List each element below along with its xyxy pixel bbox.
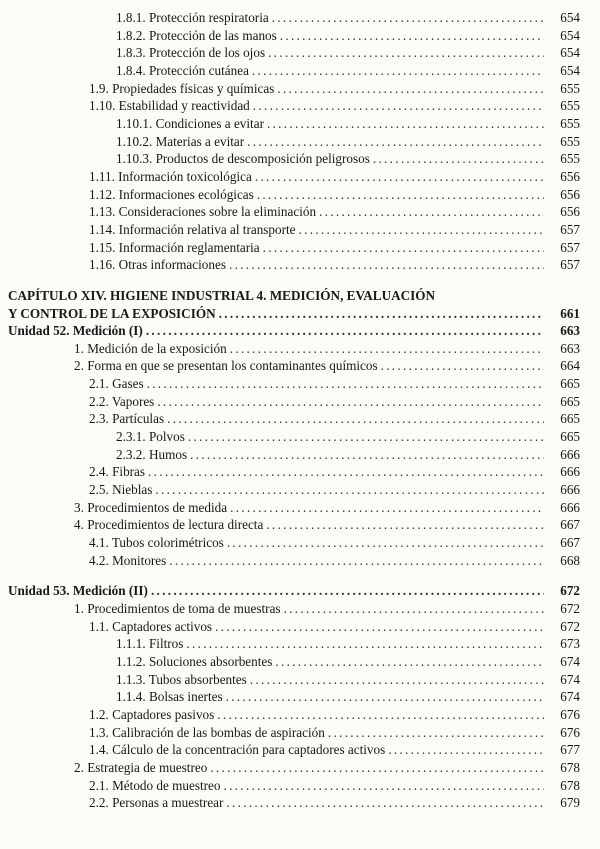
toc-list (8, 9, 580, 812)
toc-entry (8, 635, 580, 653)
dot-leader (373, 150, 544, 168)
dot-leader (272, 9, 544, 27)
toc-entry-title: 1. Medición de la exposición (74, 340, 227, 356)
toc-entry (8, 481, 580, 499)
toc-entry-title: 4.1. Tubos colorimétricos (89, 535, 224, 551)
toc-entry-page: 676 (560, 706, 580, 722)
toc-entry-title: Y CONTROL DE LA EXPOSICIÓN (8, 305, 216, 321)
dot-leader (146, 322, 544, 340)
toc-entry-title: 2. Forma en que se presentan los contaminantes químicos (74, 358, 378, 374)
toc-entry-page: 656 (560, 168, 580, 184)
toc-entry-page: 679 (560, 795, 580, 811)
toc-entry-title: 1.3. Calibración de las bombas de aspiración (89, 724, 325, 740)
dot-leader (157, 393, 544, 411)
toc-entry-title: 2.4. Fibras (89, 464, 146, 480)
toc-entry (8, 221, 580, 239)
dot-leader (219, 305, 544, 323)
toc-entry-wrap-line (8, 287, 580, 305)
dot-leader (148, 463, 544, 481)
toc-entry-title: 1.15. Información reglamentaria (89, 239, 260, 255)
toc-entry (8, 534, 580, 552)
toc-entry-page: 655 (560, 133, 580, 149)
toc-entry-title: 3. Procedimientos de medida (74, 499, 228, 515)
dot-leader (284, 600, 544, 618)
dot-leader (263, 239, 544, 257)
toc-entry (8, 653, 580, 671)
toc-entry-title: 1.16. Otras informaciones (89, 257, 226, 273)
toc-entry (8, 44, 580, 62)
toc-entry-page: 667 (560, 517, 580, 533)
toc-entry-page: 667 (560, 535, 580, 551)
toc-entry-title: 1.10.1. Condiciones a evitar (116, 115, 264, 131)
toc-entry-page: 654 (560, 10, 580, 25)
dot-leader (381, 357, 544, 375)
toc-entry-page: 656 (560, 204, 580, 220)
dot-leader (217, 706, 544, 724)
toc-entry-page: 674 (560, 653, 580, 669)
toc-entry-page: 666 (560, 464, 580, 480)
toc-entry-page: 654 (560, 27, 580, 43)
toc-entry-page: 656 (560, 186, 580, 202)
toc-entry-page: 676 (560, 724, 580, 740)
toc-entry (8, 706, 580, 724)
dot-leader (230, 499, 544, 517)
dot-leader (147, 375, 544, 393)
dot-leader (230, 340, 544, 358)
toc-entry-title: 1.9. Propiedades físicas y químicas (89, 80, 275, 96)
dot-leader (257, 186, 544, 204)
dot-leader (266, 516, 544, 534)
toc-entry (8, 186, 580, 204)
dot-leader (247, 133, 544, 151)
toc-entry-page: 666 (560, 499, 580, 515)
toc-entry-title: 1.10.3. Productos de descomposición peligrosos (116, 151, 370, 167)
toc-entry (8, 759, 580, 777)
toc-entry-title: 2.1. Método de muestreo (89, 777, 221, 793)
toc-entry-page: 655 (560, 80, 580, 96)
toc-entry (8, 516, 580, 534)
dot-leader (268, 44, 544, 62)
toc-entry (8, 357, 580, 375)
toc-entry (8, 322, 580, 340)
dot-leader (319, 203, 544, 221)
dot-leader (226, 688, 544, 706)
dot-leader (151, 582, 544, 600)
toc-entry (8, 618, 580, 636)
toc-entry (8, 168, 580, 186)
toc-entry-page: 665 (560, 376, 580, 392)
dot-leader (210, 759, 544, 777)
toc-entry (8, 446, 580, 464)
toc-entry-page: 665 (560, 393, 580, 409)
toc-entry-page: 665 (560, 411, 580, 427)
toc-entry-page: 672 (560, 583, 580, 599)
toc-entry (8, 777, 580, 795)
toc-entry-page: 663 (560, 340, 580, 356)
toc-entry-title: 1.10. Estabilidad y reactividad (89, 98, 250, 114)
toc-entry (8, 671, 580, 689)
toc-entry-title: 1.1.1. Filtros (116, 636, 184, 652)
dot-leader (167, 410, 544, 428)
toc-entry (8, 552, 580, 570)
toc-entry (8, 115, 580, 133)
toc-entry (8, 688, 580, 706)
toc-entry (8, 582, 580, 600)
toc-entry-title: CAPÍTULO XIV. HIGIENE INDUSTRIAL 4. MEDICIÓN, EVALUACIÓN (8, 287, 436, 303)
toc-entry-title: 2. Estrategia de muestreo (74, 759, 208, 775)
toc-entry (8, 133, 580, 151)
toc-entry-page: 657 (560, 221, 580, 237)
toc-entry (8, 410, 580, 428)
dot-leader (155, 481, 544, 499)
dot-leader (215, 618, 544, 636)
dot-leader (299, 221, 544, 239)
toc-entry-title: 1.14. Información relativa al transporte (89, 221, 296, 237)
toc-entry-title: 1. Procedimientos de toma de muestras (74, 601, 281, 616)
toc-entry (8, 27, 580, 45)
toc-entry-title: 2.3.1. Polvos (116, 429, 185, 445)
toc-entry-title: 1.1.4. Bolsas inertes (116, 689, 223, 705)
toc-entry-title: 4. Procedimientos de lectura directa (74, 517, 264, 533)
dot-leader (227, 534, 544, 552)
toc-entry-title: 2.3.2. Humos (116, 446, 188, 462)
toc-entry-title: 1.13. Consideraciones sobre la eliminación (89, 204, 317, 220)
toc-entry (8, 428, 580, 446)
toc-entry-page: 664 (560, 358, 580, 374)
dot-leader (252, 62, 544, 80)
toc-entry-page: 678 (560, 759, 580, 775)
toc-entry-title: 1.10.2. Materias a evitar (116, 133, 245, 149)
toc-entry-title: 1.8.4. Protección cutánea (116, 62, 249, 78)
toc-entry (8, 203, 580, 221)
dot-leader (328, 724, 544, 742)
toc-entry (8, 239, 580, 257)
toc-entry-page: 668 (560, 552, 580, 568)
toc-entry-page: 674 (560, 671, 580, 687)
dot-leader (267, 115, 544, 133)
dot-leader (169, 552, 544, 570)
toc-entry (8, 375, 580, 393)
dot-leader (277, 80, 544, 98)
toc-entry-title: 1.12. Informaciones ecológicas (89, 186, 254, 202)
toc-entry (8, 305, 580, 323)
toc-entry (8, 256, 580, 274)
toc-entry (8, 150, 580, 168)
toc-entry-title: 2.3. Partículas (89, 411, 165, 427)
dot-leader (388, 741, 544, 759)
toc-entry-page: 666 (560, 482, 580, 498)
toc-entry-page: 657 (560, 257, 580, 273)
toc-entry (8, 499, 580, 517)
dot-leader (226, 794, 544, 812)
dot-leader (186, 635, 544, 653)
toc-entry-title: 2.1. Gases (89, 376, 144, 392)
toc-entry-title: 1.11. Información toxicológica (89, 168, 252, 184)
toc-entry-title: 1.2. Captadores pasivos (89, 706, 215, 722)
dot-leader (250, 671, 544, 689)
toc-entry-page: 655 (560, 151, 580, 167)
toc-entry-page: 673 (560, 636, 580, 652)
toc-entry-title: Unidad 53. Medición (II) (8, 583, 148, 599)
toc-entry-page: 678 (560, 777, 580, 793)
toc-entry-page: 663 (560, 323, 580, 339)
toc-entry (8, 340, 580, 358)
toc-entry-page: 666 (560, 446, 580, 462)
dot-leader (223, 777, 544, 795)
toc-entry-title: 1.8.2. Protección de las manos (116, 27, 277, 43)
toc-entry-title: Unidad 52. Medición (I) (8, 323, 143, 339)
dot-leader (255, 168, 544, 186)
toc-entry (8, 97, 580, 115)
toc-entry (8, 463, 580, 481)
toc-entry-page: 672 (560, 601, 580, 616)
toc-entry (8, 80, 580, 98)
dot-leader (275, 653, 544, 671)
dot-leader (253, 97, 544, 115)
toc-entry-page: 665 (560, 429, 580, 445)
toc-entry-title: 1.1. Captadores activos (89, 618, 213, 634)
toc-entry (8, 794, 580, 812)
toc-entry-page: 655 (560, 98, 580, 114)
toc-entry-page: 654 (560, 45, 580, 61)
toc-entry-page: 674 (560, 689, 580, 705)
toc-entry (8, 393, 580, 411)
toc-entry-title: 1.8.1. Protección respiratoria (116, 10, 269, 25)
toc-entry-title: 1.1.3. Tubos absorbentes (116, 671, 247, 687)
toc-entry-title: 1.4. Cálculo de la concentración para captadores activos (89, 742, 386, 758)
toc-entry-title: 1.1.2. Soluciones absorbentes (116, 653, 273, 669)
toc-entry-page: 677 (560, 742, 580, 758)
toc-entry-title: 2.2. Personas a muestrear (89, 795, 224, 811)
dot-leader (190, 446, 544, 464)
dot-leader (280, 27, 544, 45)
toc-entry-title: 2.2. Vapores (89, 393, 155, 409)
toc-entry (8, 62, 580, 80)
toc-entry-page: 654 (560, 62, 580, 78)
toc-entry-title: 1.8.3. Protección de los ojos (116, 45, 266, 61)
toc-entry (8, 741, 580, 759)
toc-entry (8, 724, 580, 742)
toc-entry (8, 9, 580, 27)
dot-leader (188, 428, 544, 446)
toc-entry-page: 672 (560, 618, 580, 634)
toc-entry-title: 2.5. Nieblas (89, 482, 153, 498)
toc-entry-page: 655 (560, 115, 580, 131)
toc-entry (8, 600, 580, 618)
dot-leader (229, 256, 544, 274)
toc-entry-page: 661 (560, 305, 580, 321)
toc-entry-page: 657 (560, 239, 580, 255)
toc-entry-title: 4.2. Monitores (89, 552, 167, 568)
